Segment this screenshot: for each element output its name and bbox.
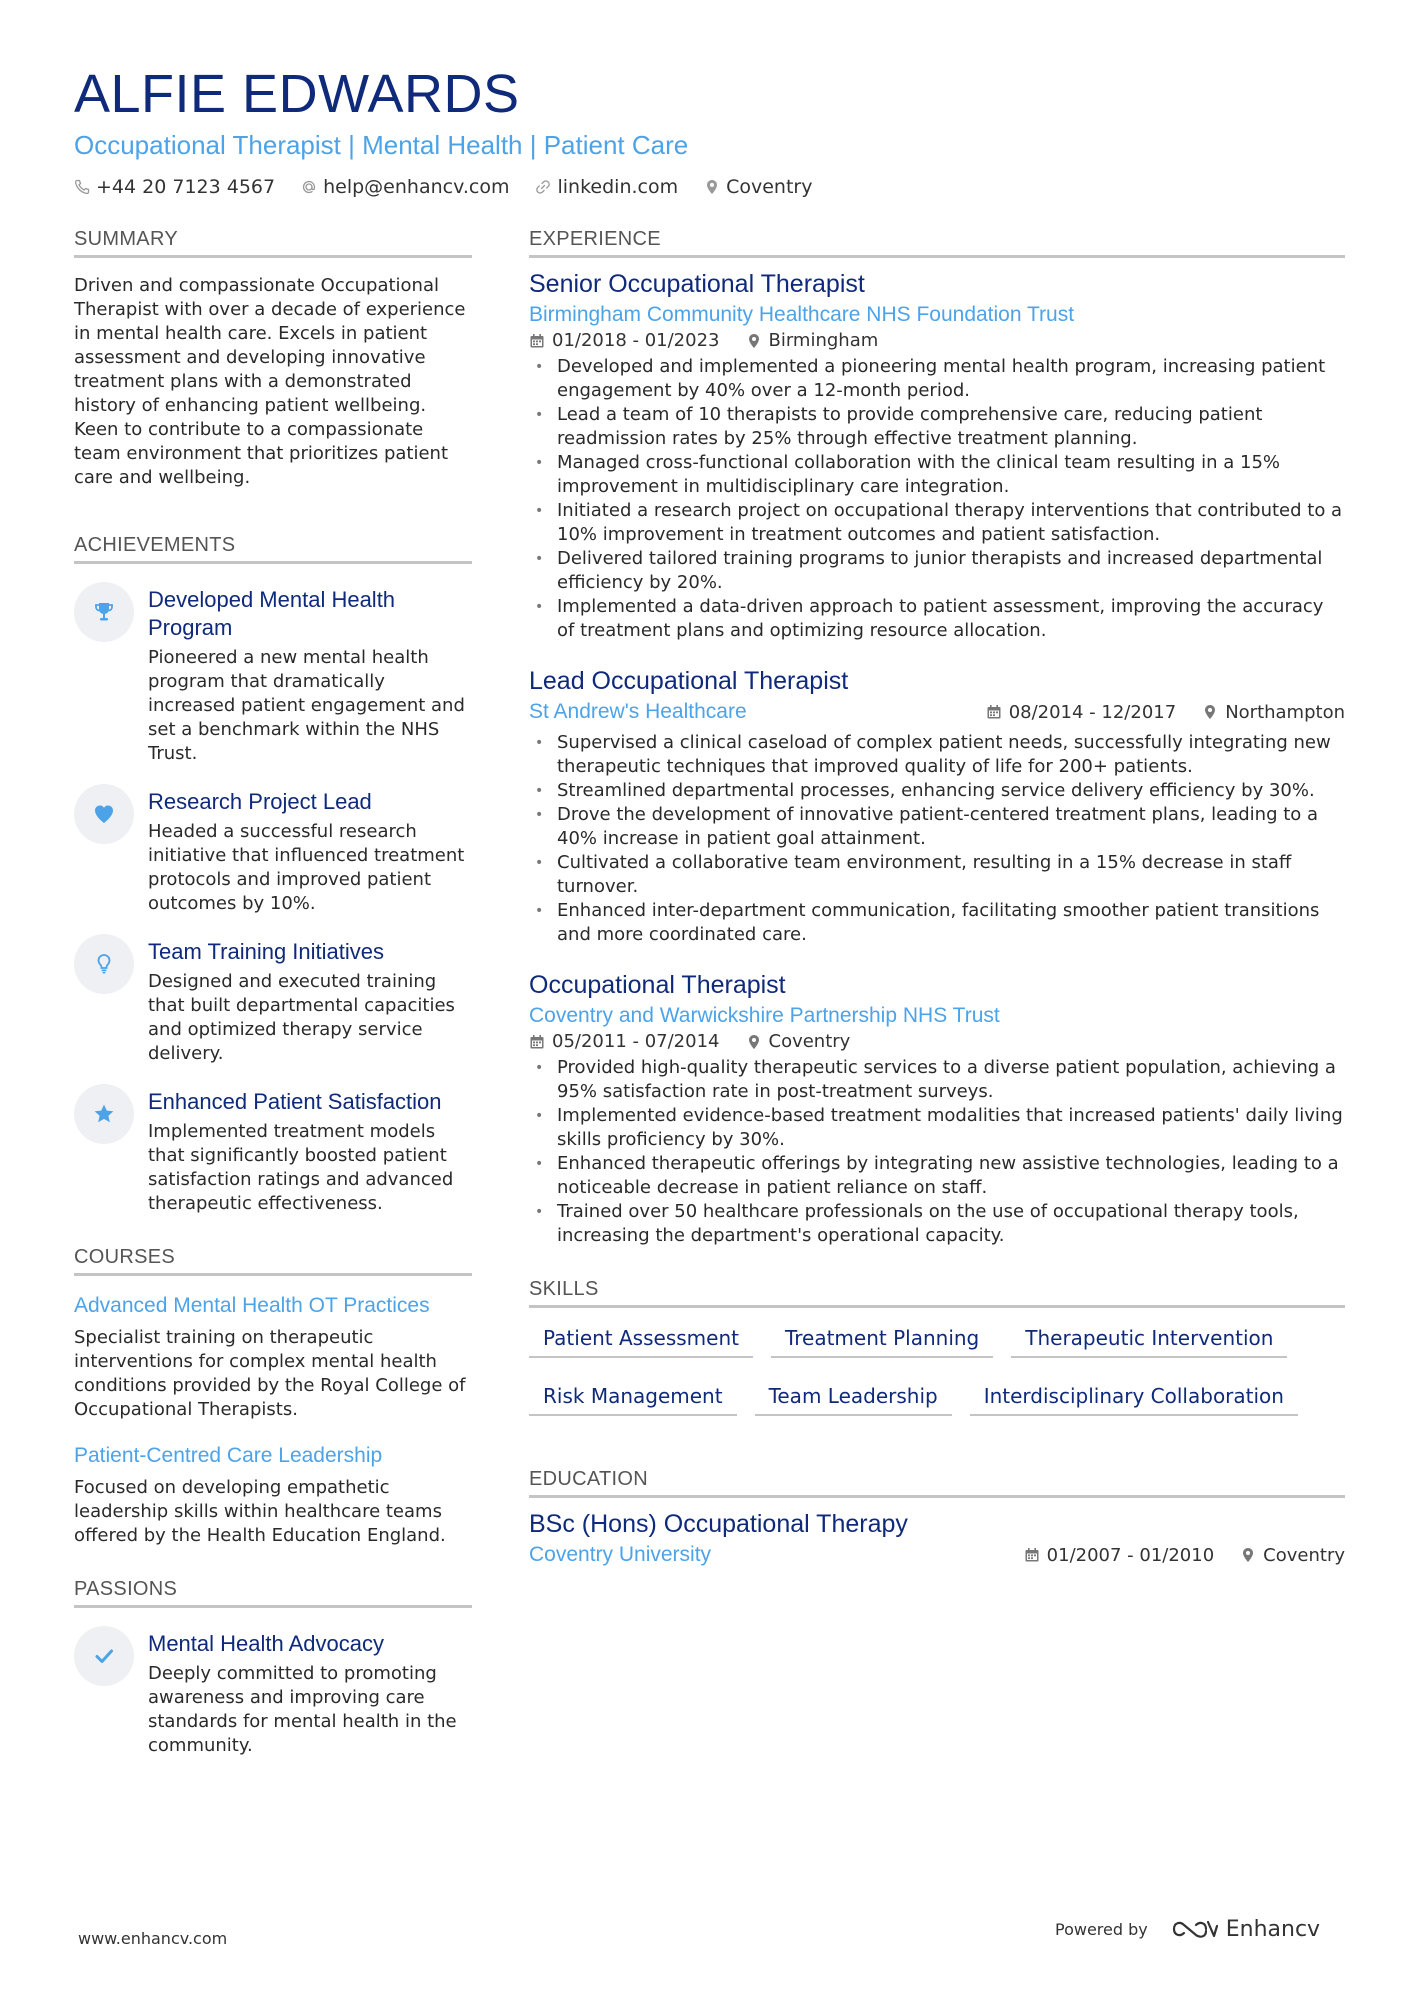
job-entry <box>529 268 1345 643</box>
calendar-icon <box>529 1034 545 1050</box>
job-dates <box>986 702 1177 723</box>
job-company: Birmingham Community Healthcare NHS Foundation Trust <box>529 303 1075 326</box>
achievement-icon-wrap <box>74 784 134 844</box>
achievement-body <box>148 788 472 916</box>
job-meta <box>986 702 1345 723</box>
achievement-title: Developed Mental Health Program <box>148 587 396 640</box>
location-icon <box>746 1034 762 1050</box>
course-title: Patient-Centred Care Leadership <box>74 1444 383 1467</box>
education-school: Coventry University <box>529 1543 712 1566</box>
achievement-icon-wrap <box>74 1084 134 1144</box>
achievement-icon-wrap <box>74 934 134 994</box>
achievement-body <box>148 938 472 1066</box>
job-bullet: • Trained over 50 healthcare professionals on the use of occupational therapy tools, increasing the department's operational capacity. <box>529 1200 1345 1248</box>
trophy-icon <box>92 600 116 624</box>
enhancv-logo-icon <box>1170 1916 1218 1942</box>
achievement-item <box>74 586 472 766</box>
job-meta <box>529 1031 1345 1052</box>
course-text: Focused on developing empathetic leadership skills within healthcare teams offered by the Health Education England. <box>74 1477 446 1546</box>
education-dates <box>1024 1545 1215 1566</box>
achievement-title: Research Project Lead <box>148 789 372 814</box>
footer-branding <box>1055 1916 1320 1942</box>
achievements-heading: ACHIEVEMENTS <box>74 534 472 564</box>
job-title: Occupational Therapist <box>529 971 786 999</box>
passion-icon-wrap <box>74 1626 134 1686</box>
skills-list <box>529 1318 1345 1434</box>
heart-icon <box>92 802 116 826</box>
location-icon <box>1240 1547 1256 1563</box>
job-bullet: • Initiated a research project on occupational therapy interventions that contributed to a 10% improvement in treatment outcomes and patient satisfaction. <box>529 499 1345 547</box>
job-bullet: • Drove the development of innovative patient-centered treatment plans, leading to a 40% increase in patient goal attainment. <box>529 803 1345 851</box>
email-icon <box>301 179 317 195</box>
job-location <box>746 330 879 351</box>
footer-website[interactable]: www.enhancv.com <box>78 1929 228 1948</box>
checkmark-icon <box>92 1644 116 1668</box>
job-meta <box>529 330 1345 351</box>
achievement-title: Team Training Initiatives <box>148 939 384 964</box>
achievement-text: Implemented treatment models that significantly boosted patient satisfaction ratings and advanced therapeutic effectiveness. <box>148 1121 454 1214</box>
job-location-text: Birmingham <box>768 330 879 351</box>
education-location-text: Coventry <box>1263 1544 1345 1566</box>
job-bullets <box>529 731 1345 947</box>
education-location <box>1240 1545 1345 1566</box>
skill-tag: Risk Management <box>529 1376 737 1416</box>
job-bullet: • Supervised a clinical caseload of complex patient needs, successfully integrating new therapeutic techniques that improved quality of life for 200+ patients. <box>529 731 1345 779</box>
contact-location <box>704 176 812 198</box>
skill-tag: Patient Assessment <box>529 1318 753 1358</box>
link-icon <box>535 179 551 195</box>
resume-header <box>74 62 1344 198</box>
calendar-icon <box>986 704 1002 720</box>
brand-logo[interactable] <box>1170 1916 1320 1942</box>
job-entry <box>529 665 1345 947</box>
lightbulb-icon <box>92 952 116 976</box>
skills-heading: SKILLS <box>529 1278 1345 1308</box>
achievement-text: Pioneered a new mental health program that dramatically increased patient engagement and set a benchmark within the NHS Trust. <box>148 647 465 764</box>
phone-icon <box>74 179 90 195</box>
achievement-item <box>74 938 472 1066</box>
contact-bar <box>74 176 1344 198</box>
course-text: Specialist training on therapeutic interventions for complex mental health conditions provided by the Royal College of Occupational Therapists. <box>74 1327 466 1420</box>
powered-by-label: Powered by <box>1055 1919 1148 1939</box>
job-bullet: • Developed and implemented a pioneering mental health program, increasing patient engagement by 40% over a 12-month period. <box>529 355 1345 403</box>
education-meta <box>1024 1545 1345 1566</box>
contact-linkedin[interactable] <box>535 176 678 198</box>
achievement-item <box>74 788 472 916</box>
job-bullet: • Cultivated a collaborative team environment, resulting in a 15% decrease in staff turnover. <box>529 851 1345 899</box>
job-bullet: • Implemented evidence-based treatment modalities that increased patients' daily living skills proficiency by 30%. <box>529 1104 1345 1152</box>
summary-text: Driven and compassionate Occupational Therapist with over a decade of experience in mental health care. Excels in patient assessment and developing innovative treatment plans with a demonstrated history of enhancing patient wellbeing. Keen to contribute to a compassionate team environment that prioritizes patient care and wellbeing. <box>74 275 466 488</box>
candidate-title: Occupational Therapist | Mental Health | Patient Care <box>74 130 689 160</box>
job-dates <box>529 1031 720 1052</box>
calendar-icon <box>1024 1547 1040 1563</box>
achievement-text: Designed and executed training that built departmental capacities and optimized therapy service delivery. <box>148 971 455 1064</box>
education-heading: EDUCATION <box>529 1468 1345 1498</box>
candidate-name: ALFIE EDWARDS <box>74 64 520 124</box>
education-dates-text: 01/2007 - 01/2010 <box>1046 1544 1215 1566</box>
achievement-text: Headed a successful research initiative that influenced treatment protocols and improved patient outcomes by 10%. <box>148 821 465 914</box>
achievement-body <box>148 586 472 766</box>
job-location <box>1202 702 1345 723</box>
right-column <box>529 228 1345 1592</box>
courses-heading: COURSES <box>74 1246 472 1276</box>
job-bullet: • Provided high-quality therapeutic services to a diverse patient population, achieving a 95% satisfaction rate in post-treatment surveys. <box>529 1056 1345 1104</box>
job-company: St Andrew's Healthcare <box>529 700 747 723</box>
summary-heading: SUMMARY <box>74 228 472 258</box>
calendar-icon <box>529 333 545 349</box>
contact-phone-text: +44 20 7123 4567 <box>96 176 276 198</box>
location-icon <box>746 333 762 349</box>
left-column <box>74 228 472 1780</box>
job-location <box>746 1031 851 1052</box>
job-entry <box>529 969 1345 1248</box>
skill-tag: Therapeutic Intervention <box>1011 1318 1287 1358</box>
achievement-body <box>148 1088 472 1216</box>
job-dates-text: 01/2018 - 01/2023 <box>552 330 720 351</box>
skill-tag: Treatment Planning <box>771 1318 993 1358</box>
passion-body <box>148 1630 472 1758</box>
education-subheader <box>529 1540 1345 1570</box>
course-item <box>74 1292 472 1422</box>
achievement-title: Enhanced Patient Satisfaction <box>148 1089 442 1114</box>
job-bullet: • Delivered tailored training programs to junior therapists and increased departmental efficiency by 20%. <box>529 547 1345 595</box>
location-icon <box>704 179 720 195</box>
education-entry <box>529 1508 1345 1570</box>
job-location-text: Coventry <box>768 1031 851 1052</box>
job-location-text: Northampton <box>1225 701 1345 723</box>
education-degree: BSc (Hons) Occupational Therapy <box>529 1510 908 1538</box>
job-bullets <box>529 1056 1345 1248</box>
job-title: Lead Occupational Therapist <box>529 667 849 695</box>
achievements-list <box>74 580 472 1216</box>
job-bullets <box>529 355 1345 643</box>
job-bullet: • Managed cross-functional collaboration with the clinical team resulting in a 15% improvement in multidisciplinary care integration. <box>529 451 1345 499</box>
job-subheader <box>529 697 1345 727</box>
job-dates-text: 05/2011 - 07/2014 <box>552 1031 720 1052</box>
achievement-icon-wrap <box>74 582 134 642</box>
brand-name: Enhancv <box>1225 1916 1321 1942</box>
passion-title: Mental Health Advocacy <box>148 1631 385 1656</box>
job-bullet: • Enhanced inter-department communication, facilitating smoother patient transitions and more coordinated care. <box>529 899 1345 947</box>
contact-email[interactable] <box>301 176 509 198</box>
job-bullet: • Implemented a data-driven approach to patient assessment, improving the accuracy of treatment plans and optimizing resource allocation. <box>529 595 1345 643</box>
passion-item <box>74 1624 472 1758</box>
job-title: Senior Occupational Therapist <box>529 270 865 298</box>
skill-tag: Interdisciplinary Collaboration <box>970 1376 1298 1416</box>
contact-location-text: Coventry <box>726 176 813 198</box>
job-bullet: • Streamlined departmental processes, enhancing service delivery efficiency by 30%. <box>529 779 1345 803</box>
achievement-item <box>74 1088 472 1216</box>
job-company: Coventry and Warwickshire Partnership NHS Trust <box>529 1004 1000 1027</box>
star-icon <box>92 1102 116 1126</box>
location-icon <box>1202 704 1218 720</box>
contact-phone[interactable] <box>74 176 275 198</box>
job-bullet: • Enhanced therapeutic offerings by integrating new assistive technologies, leading to a noticeable decrease in patient reliance on staff. <box>529 1152 1345 1200</box>
job-bullet: • Lead a team of 10 therapists to provide comprehensive care, reducing patient readmission rates by 25% through effective treatment planning. <box>529 403 1345 451</box>
passions-heading: PASSIONS <box>74 1578 472 1608</box>
contact-linkedin-text: linkedin.com <box>557 176 679 198</box>
contact-email-text: help@enhancv.com <box>323 176 510 198</box>
passion-text: Deeply committed to promoting awareness and improving care standards for mental health in the community. <box>148 1663 457 1756</box>
course-title: Advanced Mental Health OT Practices <box>74 1294 430 1317</box>
skill-tag: Team Leadership <box>755 1376 952 1416</box>
job-dates-text: 08/2014 - 12/2017 <box>1008 701 1177 723</box>
experience-heading: EXPERIENCE <box>529 228 1345 258</box>
job-dates <box>529 330 720 351</box>
course-item <box>74 1442 472 1548</box>
